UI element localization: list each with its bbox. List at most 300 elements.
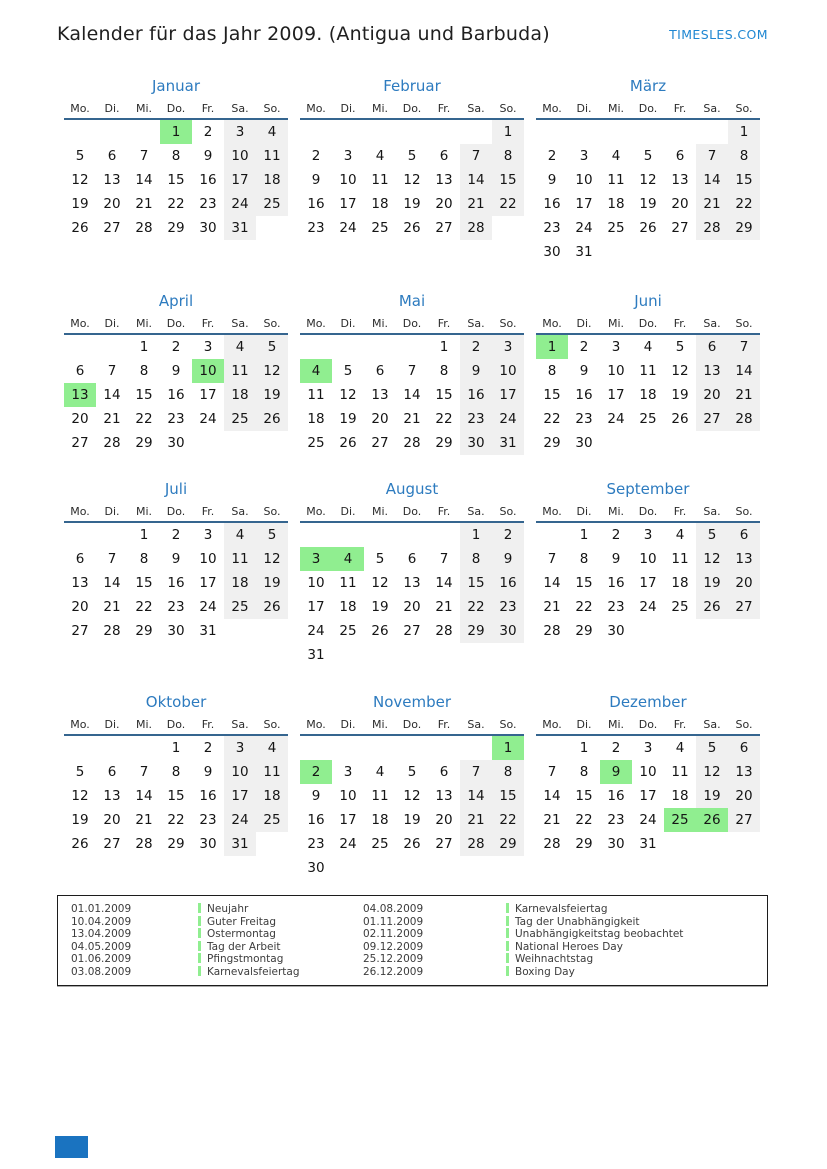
day-cell: 18 xyxy=(224,383,256,407)
day-cell: 25 xyxy=(224,595,256,619)
day-cell: 1 xyxy=(439,339,449,355)
weekday-label: Sa. xyxy=(231,102,249,115)
month-dezember xyxy=(536,693,760,856)
weekday-label: Mi. xyxy=(607,505,625,518)
day-cell: 31 xyxy=(492,431,524,455)
day-cell: 2 xyxy=(203,740,213,756)
day-cell: 23 xyxy=(543,220,561,236)
day-cell: 30 xyxy=(492,619,524,643)
day-cell: 22 xyxy=(492,192,524,216)
weekday-label: Di. xyxy=(576,718,592,731)
empty-cell xyxy=(300,335,332,359)
month-title: Mai xyxy=(398,292,426,310)
weekday-label: Fr. xyxy=(437,102,451,115)
holiday-cell: 3 xyxy=(300,547,332,571)
day-cell: 25 xyxy=(256,192,288,216)
legend-row xyxy=(71,966,757,979)
day-cell: 11 xyxy=(671,764,689,780)
day-cell: 31 xyxy=(639,836,657,852)
day-cell: 24 xyxy=(575,220,593,236)
day-cell: 2 xyxy=(171,527,181,543)
day-cell: 6 xyxy=(675,148,685,164)
weekday-label: So. xyxy=(499,317,517,330)
empty-cell xyxy=(364,736,396,760)
weekday-label: Mi. xyxy=(135,505,153,518)
day-cell: 14 xyxy=(543,788,561,804)
day-cell: 13 xyxy=(103,172,121,188)
weekday-label: Mo. xyxy=(542,505,562,518)
empty-cell xyxy=(96,120,128,144)
day-cell: 20 xyxy=(403,599,421,615)
months-grid xyxy=(64,77,764,880)
day-cell: 4 xyxy=(256,736,288,760)
empty-cell xyxy=(460,736,492,760)
day-cell: 29 xyxy=(492,832,524,856)
day-cell: 27 xyxy=(728,595,760,619)
month-title: April xyxy=(158,292,194,310)
day-cell: 24 xyxy=(307,623,325,639)
day-cell: 15 xyxy=(492,168,524,192)
day-cell: 19 xyxy=(671,387,689,403)
day-cell: 29 xyxy=(135,623,153,639)
legend-date: 13.04.2009 xyxy=(71,928,132,941)
day-cell: 3 xyxy=(224,120,256,144)
weekday-header-row xyxy=(300,717,524,732)
empty-cell xyxy=(632,120,664,144)
empty-cell xyxy=(96,523,128,547)
days-grid xyxy=(300,736,524,880)
day-cell: 17 xyxy=(339,812,357,828)
month-august xyxy=(300,480,524,667)
legend-date: 26.12.2009 xyxy=(363,965,424,978)
holiday-marker xyxy=(198,916,201,926)
empty-cell xyxy=(396,335,428,359)
weekday-header-row xyxy=(300,316,524,331)
day-cell: 27 xyxy=(71,435,89,451)
day-cell: 16 xyxy=(575,387,593,403)
day-cell: 8 xyxy=(547,363,557,379)
day-cell: 19 xyxy=(256,383,288,407)
page-title: Kalender für das Jahr 2009. (Antigua und Barbuda) xyxy=(57,23,550,45)
day-cell: 28 xyxy=(103,435,121,451)
empty-cell xyxy=(568,120,600,144)
day-cell: 17 xyxy=(307,599,325,615)
day-cell: 24 xyxy=(199,411,217,427)
day-cell: 10 xyxy=(639,764,657,780)
day-cell: 16 xyxy=(167,575,185,591)
empty-cell xyxy=(332,335,364,359)
day-cell: 26 xyxy=(371,623,389,639)
day-cell: 3 xyxy=(492,335,524,359)
day-cell: 31 xyxy=(224,832,256,856)
month-title: Dezember xyxy=(609,693,687,711)
day-cell: 18 xyxy=(671,575,689,591)
day-cell: 8 xyxy=(579,551,589,567)
weekday-label: So. xyxy=(499,102,517,115)
day-cell: 23 xyxy=(199,196,217,212)
day-cell: 13 xyxy=(696,359,728,383)
day-cell: 12 xyxy=(339,387,357,403)
weekday-label: Mo. xyxy=(70,718,90,731)
weekday-label: So. xyxy=(499,718,517,731)
day-cell: 24 xyxy=(339,836,357,852)
day-cell: 13 xyxy=(435,172,453,188)
day-cell: 29 xyxy=(575,623,593,639)
weekday-header-row xyxy=(536,717,760,732)
day-cell: 28 xyxy=(728,407,760,431)
weekday-label: Do. xyxy=(166,102,186,115)
day-cell: 11 xyxy=(256,144,288,168)
holiday-cell: 1 xyxy=(536,335,568,359)
weekday-label: So. xyxy=(263,718,281,731)
day-cell: 3 xyxy=(343,764,353,780)
empty-cell xyxy=(332,736,364,760)
day-cell: 26 xyxy=(256,595,288,619)
day-cell: 5 xyxy=(375,551,385,567)
day-cell: 22 xyxy=(435,411,453,427)
holiday-cell: 1 xyxy=(160,120,192,144)
month-juli xyxy=(64,480,288,643)
day-cell: 14 xyxy=(135,172,153,188)
day-cell: 3 xyxy=(224,736,256,760)
day-cell: 14 xyxy=(460,784,492,808)
weekday-label: Sa. xyxy=(703,317,721,330)
day-cell: 14 xyxy=(543,575,561,591)
day-cell: 22 xyxy=(167,196,185,212)
holiday-marker xyxy=(198,941,201,951)
day-cell: 16 xyxy=(607,575,625,591)
day-cell: 9 xyxy=(171,551,181,567)
day-cell: 26 xyxy=(339,435,357,451)
month-title: Oktober xyxy=(145,693,207,711)
timesles-link[interactable]: TIMESLES.COM xyxy=(669,27,768,42)
weekday-label: Do. xyxy=(402,102,422,115)
holidays-legend-rows xyxy=(71,903,757,979)
day-cell: 7 xyxy=(460,760,492,784)
day-cell: 22 xyxy=(135,599,153,615)
day-cell: 13 xyxy=(435,788,453,804)
holiday-marker xyxy=(198,966,201,976)
day-cell: 20 xyxy=(671,196,689,212)
day-cell: 3 xyxy=(343,148,353,164)
empty-cell xyxy=(460,120,492,144)
day-cell: 7 xyxy=(407,363,417,379)
empty-cell xyxy=(332,120,364,144)
day-cell: 22 xyxy=(575,812,593,828)
day-cell: 10 xyxy=(307,575,325,591)
legend-date: 01.01.2009 xyxy=(71,903,132,915)
day-cell: 26 xyxy=(71,220,89,236)
day-cell: 19 xyxy=(403,196,421,212)
day-cell: 17 xyxy=(575,196,593,212)
empty-cell xyxy=(96,736,128,760)
day-cell: 22 xyxy=(543,411,561,427)
day-cell: 6 xyxy=(107,148,117,164)
weekday-label: Di. xyxy=(104,102,120,115)
day-cell: 15 xyxy=(575,788,593,804)
day-cell: 25 xyxy=(307,435,325,451)
day-cell: 10 xyxy=(224,760,256,784)
day-cell: 19 xyxy=(71,812,89,828)
days-grid xyxy=(536,736,760,856)
day-cell: 26 xyxy=(256,407,288,431)
day-cell: 11 xyxy=(639,363,657,379)
weekday-header-row xyxy=(300,101,524,116)
day-cell: 21 xyxy=(135,196,153,212)
day-cell: 5 xyxy=(75,764,85,780)
legend-date: 01.11.2009 xyxy=(363,915,424,928)
weekday-label: Mo. xyxy=(306,102,326,115)
day-cell: 30 xyxy=(607,836,625,852)
day-cell: 27 xyxy=(103,220,121,236)
day-cell: 12 xyxy=(256,359,288,383)
weekday-label: So. xyxy=(735,102,753,115)
day-cell: 28 xyxy=(460,216,492,240)
empty-cell xyxy=(300,736,332,760)
day-cell: 17 xyxy=(339,196,357,212)
holiday-cell: 13 xyxy=(64,383,96,407)
weekday-label: Do. xyxy=(166,505,186,518)
day-cell: 27 xyxy=(435,220,453,236)
day-cell: 19 xyxy=(339,411,357,427)
month-april xyxy=(64,292,288,455)
day-cell: 2 xyxy=(492,523,524,547)
weekday-label: Mo. xyxy=(70,102,90,115)
day-cell: 9 xyxy=(547,172,557,188)
day-cell: 22 xyxy=(167,812,185,828)
weekday-label: Sa. xyxy=(703,102,721,115)
months-row-1 xyxy=(64,77,764,264)
day-cell: 3 xyxy=(203,339,213,355)
weekday-label: Fr. xyxy=(437,718,451,731)
day-cell: 30 xyxy=(543,244,561,260)
day-cell: 17 xyxy=(224,168,256,192)
weekday-label: Mi. xyxy=(371,718,389,731)
day-cell: 15 xyxy=(435,387,453,403)
day-cell: 9 xyxy=(492,547,524,571)
day-cell: 27 xyxy=(435,836,453,852)
day-cell: 21 xyxy=(728,383,760,407)
day-cell: 18 xyxy=(256,784,288,808)
day-cell: 25 xyxy=(371,836,389,852)
month-februar xyxy=(300,77,524,240)
weekday-label: Fr. xyxy=(201,317,215,330)
weekday-label: Fr. xyxy=(673,718,687,731)
day-cell: 30 xyxy=(460,431,492,455)
day-cell: 13 xyxy=(403,575,421,591)
day-cell: 1 xyxy=(139,527,149,543)
day-cell: 28 xyxy=(135,220,153,236)
legend-date: 04.05.2009 xyxy=(71,940,132,953)
day-cell: 4 xyxy=(675,527,685,543)
day-cell: 30 xyxy=(167,623,185,639)
day-cell: 13 xyxy=(728,547,760,571)
empty-cell xyxy=(396,736,428,760)
day-cell: 20 xyxy=(696,383,728,407)
weekday-header-row xyxy=(536,101,760,116)
weekday-label: Sa. xyxy=(231,718,249,731)
day-cell: 3 xyxy=(203,527,213,543)
day-cell: 9 xyxy=(311,172,321,188)
weekday-header-row xyxy=(64,504,288,519)
weekday-label: Sa. xyxy=(467,317,485,330)
day-cell: 7 xyxy=(107,551,117,567)
empty-cell xyxy=(428,736,460,760)
day-cell: 31 xyxy=(307,647,325,663)
day-cell: 7 xyxy=(728,335,760,359)
day-cell: 4 xyxy=(375,764,385,780)
day-cell: 11 xyxy=(307,387,325,403)
day-cell: 15 xyxy=(575,575,593,591)
weekday-label: Sa. xyxy=(467,718,485,731)
day-cell: 19 xyxy=(371,599,389,615)
day-cell: 1 xyxy=(579,527,589,543)
day-cell: 16 xyxy=(543,196,561,212)
month-title: Februar xyxy=(383,77,441,95)
holiday-marker xyxy=(506,916,509,926)
month-title: Juni xyxy=(634,292,662,310)
weekday-label: Mi. xyxy=(607,102,625,115)
weekday-label: Di. xyxy=(340,718,356,731)
weekday-label: Fr. xyxy=(437,505,451,518)
day-cell: 12 xyxy=(696,760,728,784)
weekday-label: Mi. xyxy=(607,317,625,330)
days-grid xyxy=(300,120,524,240)
day-cell: 26 xyxy=(671,411,689,427)
day-cell: 1 xyxy=(728,120,760,144)
day-cell: 30 xyxy=(199,836,217,852)
weekday-label: Fr. xyxy=(673,102,687,115)
month-mai xyxy=(300,292,524,455)
day-cell: 10 xyxy=(224,144,256,168)
day-cell: 4 xyxy=(224,335,256,359)
empty-cell xyxy=(364,523,396,547)
legend-row xyxy=(71,916,757,929)
day-cell: 11 xyxy=(224,547,256,571)
weekday-label: Do. xyxy=(402,505,422,518)
month-november xyxy=(300,693,524,880)
day-cell: 21 xyxy=(460,192,492,216)
legend-row xyxy=(71,953,757,966)
empty-cell xyxy=(96,335,128,359)
weekday-label: Mi. xyxy=(371,317,389,330)
day-cell: 16 xyxy=(460,383,492,407)
day-cell: 16 xyxy=(199,172,217,188)
day-cell: 30 xyxy=(307,860,325,876)
day-cell: 23 xyxy=(307,220,325,236)
day-cell: 6 xyxy=(696,335,728,359)
day-cell: 24 xyxy=(639,599,657,615)
day-cell: 15 xyxy=(167,788,185,804)
day-cell: 22 xyxy=(575,599,593,615)
holiday-cell: 4 xyxy=(300,359,332,383)
day-cell: 14 xyxy=(728,359,760,383)
day-cell: 9 xyxy=(203,148,213,164)
holiday-cell: 4 xyxy=(332,547,364,571)
empty-cell xyxy=(428,120,460,144)
day-cell: 27 xyxy=(71,623,89,639)
holiday-cell: 25 xyxy=(664,808,696,832)
empty-cell xyxy=(396,523,428,547)
weekday-label: Do. xyxy=(638,718,658,731)
day-cell: 11 xyxy=(256,760,288,784)
day-cell: 21 xyxy=(103,599,121,615)
months-row-3 xyxy=(64,480,764,667)
day-cell: 12 xyxy=(71,172,89,188)
day-cell: 17 xyxy=(224,784,256,808)
day-cell: 12 xyxy=(696,547,728,571)
footer-blue-fragment xyxy=(55,1136,88,1158)
day-cell: 1 xyxy=(492,120,524,144)
day-cell: 27 xyxy=(671,220,689,236)
day-cell: 3 xyxy=(643,527,653,543)
day-cell: 26 xyxy=(403,220,421,236)
day-cell: 16 xyxy=(307,812,325,828)
month-title: September xyxy=(606,480,690,498)
day-cell: 23 xyxy=(460,407,492,431)
day-cell: 15 xyxy=(728,168,760,192)
weekday-label: Di. xyxy=(340,102,356,115)
day-cell: 9 xyxy=(171,363,181,379)
day-cell: 28 xyxy=(696,216,728,240)
day-cell: 5 xyxy=(256,335,288,359)
days-grid xyxy=(64,736,288,856)
day-cell: 5 xyxy=(696,523,728,547)
month-title: März xyxy=(629,77,667,95)
day-cell: 23 xyxy=(492,595,524,619)
day-cell: 8 xyxy=(139,551,149,567)
day-cell: 6 xyxy=(439,148,449,164)
day-cell: 2 xyxy=(611,740,621,756)
day-cell: 18 xyxy=(671,788,689,804)
day-cell: 18 xyxy=(339,599,357,615)
day-cell: 8 xyxy=(171,148,181,164)
day-cell: 28 xyxy=(543,836,561,852)
day-cell: 7 xyxy=(696,144,728,168)
day-cell: 8 xyxy=(460,547,492,571)
weekday-label: Sa. xyxy=(231,505,249,518)
empty-cell xyxy=(300,523,332,547)
day-cell: 11 xyxy=(224,359,256,383)
day-cell: 1 xyxy=(579,740,589,756)
day-cell: 21 xyxy=(103,411,121,427)
holiday-marker xyxy=(198,953,201,963)
day-cell: 19 xyxy=(639,196,657,212)
day-cell: 6 xyxy=(728,736,760,760)
legend-date: 03.08.2009 xyxy=(71,965,132,978)
day-cell: 6 xyxy=(107,764,117,780)
day-cell: 17 xyxy=(639,575,657,591)
weekday-label: Sa. xyxy=(467,505,485,518)
day-cell: 8 xyxy=(171,764,181,780)
day-cell: 15 xyxy=(167,172,185,188)
day-cell: 25 xyxy=(671,599,689,615)
day-cell: 5 xyxy=(75,148,85,164)
month-oktober xyxy=(64,693,288,856)
day-cell: 25 xyxy=(224,407,256,431)
legend-date: 01.06.2009 xyxy=(71,953,132,966)
weekday-label: Di. xyxy=(104,505,120,518)
legend-holiday-name: Unabhängigkeitstag beobachtet xyxy=(506,928,757,941)
weekday-label: Do. xyxy=(638,505,658,518)
weekday-label: So. xyxy=(735,718,753,731)
day-cell: 7 xyxy=(460,144,492,168)
weekday-label: Mo. xyxy=(542,102,562,115)
legend-date: 09.12.2009 xyxy=(363,940,424,953)
day-cell: 31 xyxy=(199,623,217,639)
empty-cell xyxy=(536,523,568,547)
weekday-label: Di. xyxy=(104,317,120,330)
